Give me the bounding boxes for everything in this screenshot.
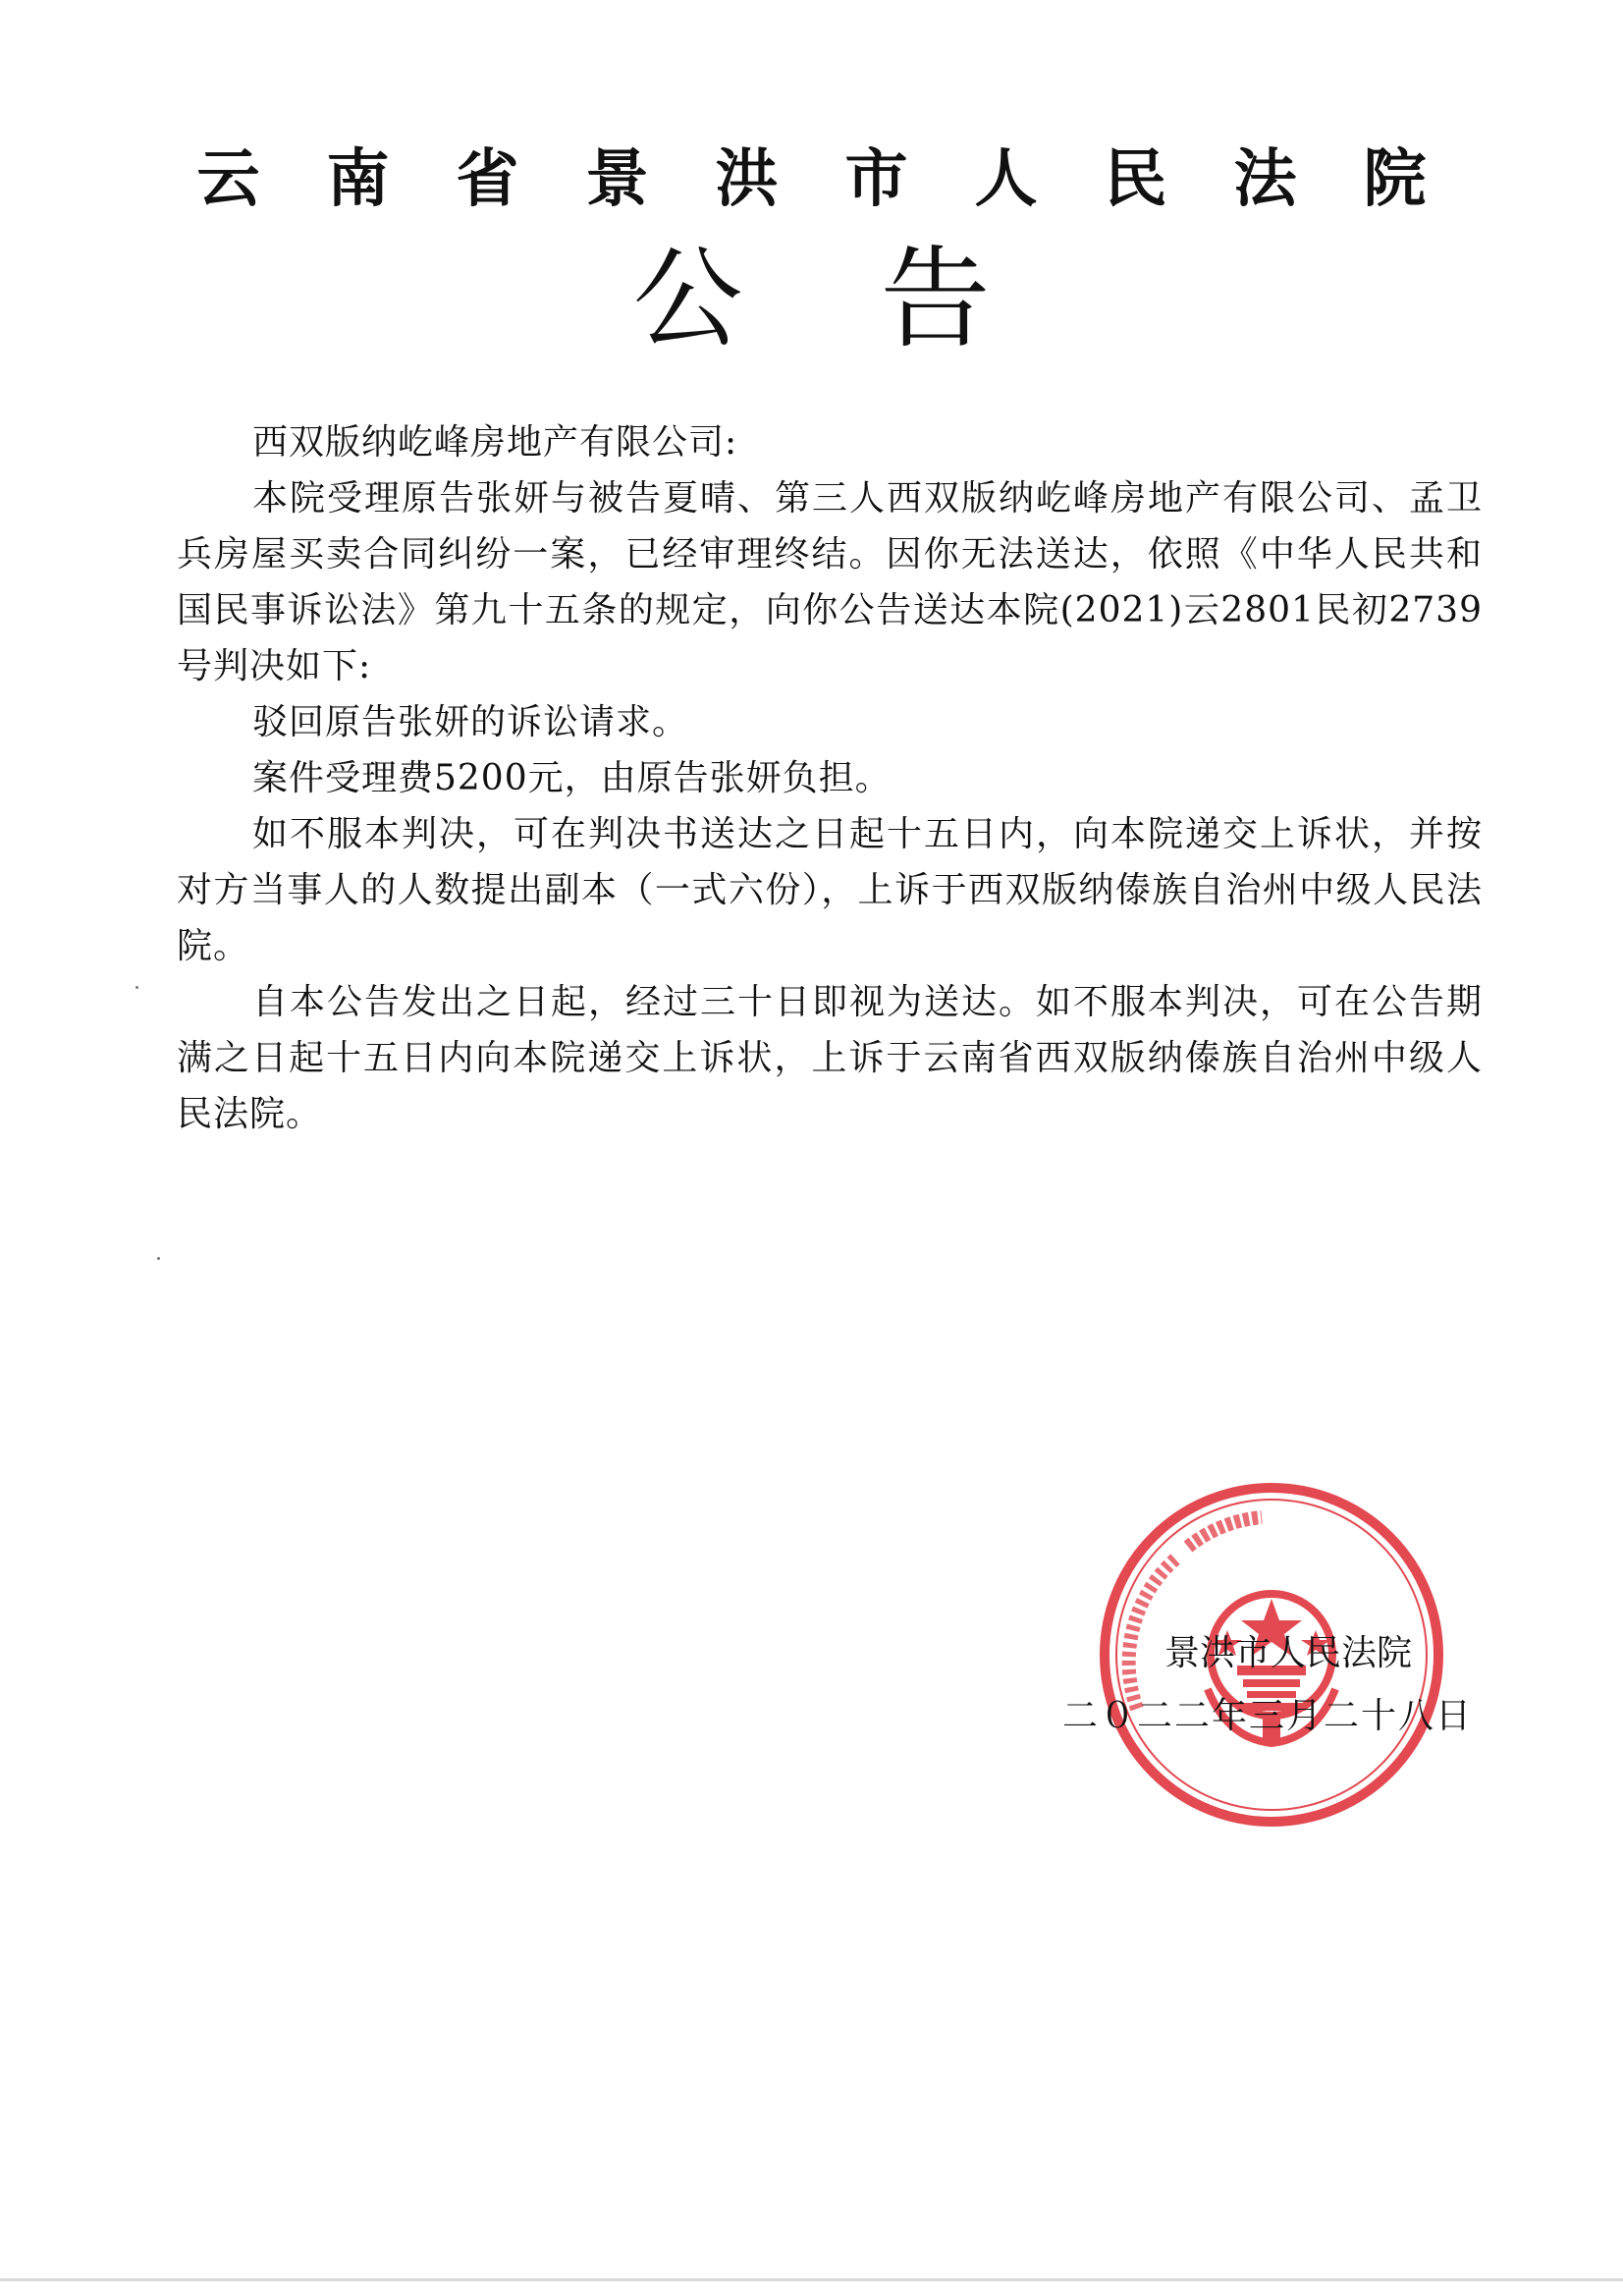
signature-date: 二０二二年三月二十八日 bbox=[1061, 1696, 1473, 1736]
court-title: 云南省景洪市人民法院 bbox=[196, 143, 1493, 216]
notice-paragraph-ruling: 驳回原告张妍的诉讼请求。 bbox=[252, 702, 689, 742]
scan-speck bbox=[135, 986, 138, 989]
notice-paragraph-fee: 案件受理费5200元，由原告张妍负担。 bbox=[252, 758, 892, 798]
addressee: 西双版纳屹峰房地产有限公司: bbox=[252, 422, 738, 463]
signature-court: 景洪市人民法院 bbox=[1163, 1633, 1412, 1673]
notice-body bbox=[177, 414, 1483, 1142]
notice-paragraph-case: 本院受理原告张妍与被告夏晴、第三人西双版纳屹峰房地产有限公司、孟卫兵房屋买卖合同纠纷一案，已经审理终结。因你无法送达，依照《中华人民共和国民事诉讼法》第九十五条的规定，向你公告送达本院(2021)云2801民初2739号判决如下: bbox=[177, 478, 1483, 686]
document-type-title: 公告 bbox=[632, 236, 1128, 363]
notice-paragraph-appeal: 如不服本判决，可在判决书送达之日起十五日内，向本院递交上诉状，并按对方当事人的人数提出副本（一式六份），上诉于西双版纳傣族自治州中级人民法院。 bbox=[177, 814, 1483, 966]
notice-paragraph-service: 自本公告发出之日起，经过三十日即视为送达。如不服本判决，可在公告期满之日起十五日内向本院递交上诉状，上诉于云南省西双版纳傣族自治州中级人民法院。 bbox=[177, 982, 1483, 1134]
scan-speck bbox=[157, 1257, 160, 1260]
signature-block bbox=[1060, 1622, 1473, 1748]
scan-edge-line bbox=[0, 2278, 1623, 2281]
